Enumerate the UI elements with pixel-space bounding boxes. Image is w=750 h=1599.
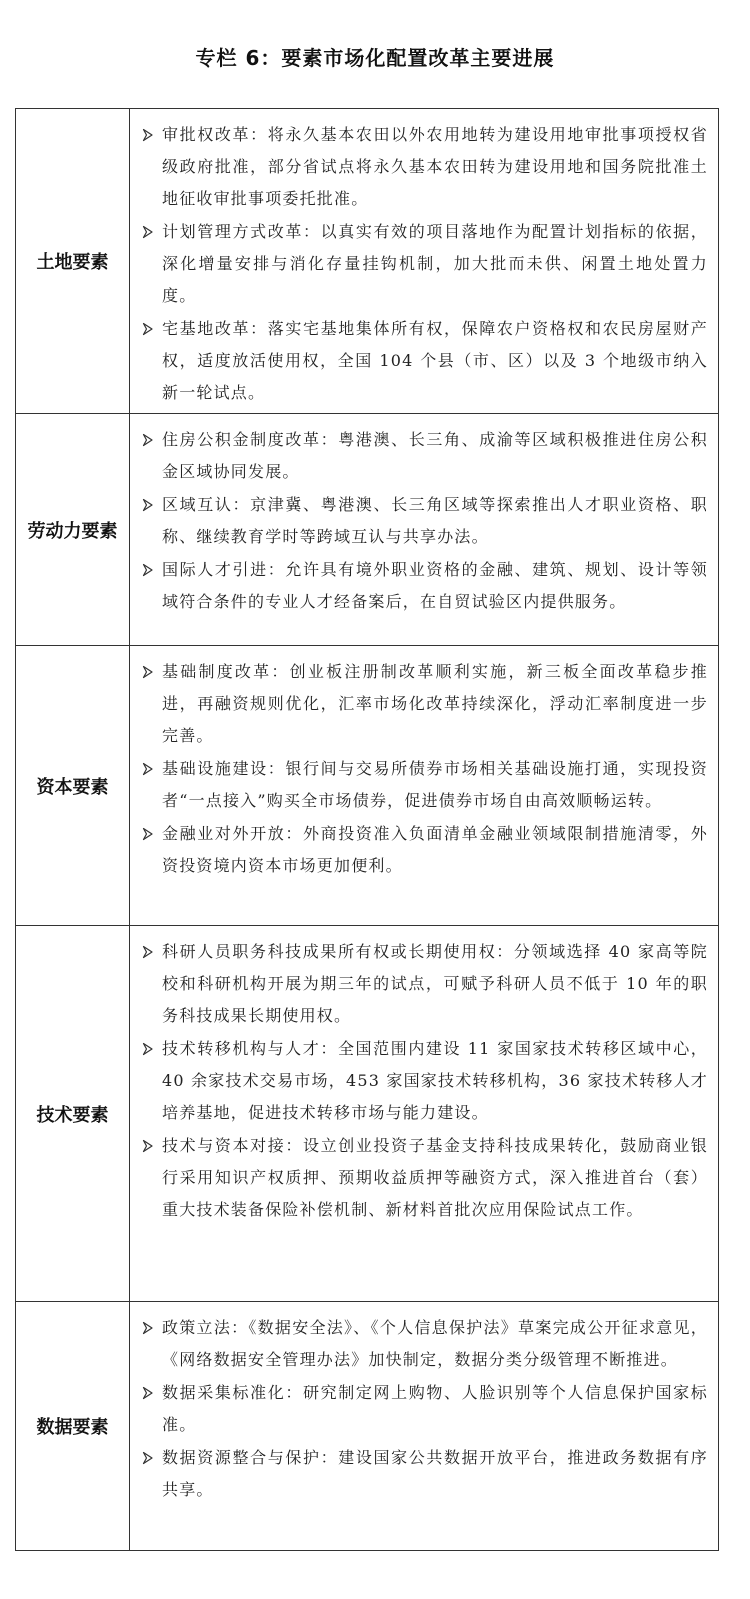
list-item — [142, 1130, 708, 1226]
hollow-arrow-right-icon — [142, 1033, 162, 1065]
list-item — [142, 818, 708, 882]
hollow-arrow-right-icon — [142, 554, 162, 586]
list-item-text: 数据采集标准化：研究制定网上购物、人脸识别等个人信息保护国家标准。 — [162, 1383, 708, 1434]
row-items — [130, 646, 718, 925]
hollow-arrow-right-icon — [142, 818, 162, 850]
hollow-arrow-right-icon — [142, 1130, 162, 1162]
list-item — [142, 1377, 708, 1441]
hollow-arrow-right-icon — [142, 216, 162, 248]
row-items — [130, 1302, 718, 1550]
row-category-label: 土地要素 — [16, 109, 130, 413]
list-item — [142, 1442, 708, 1506]
hollow-arrow-right-icon — [142, 313, 162, 345]
hollow-arrow-right-icon — [142, 753, 162, 785]
list-item-text: 技术转移机构与人才：全国范围内建设 11 家国家技术转移区域中心，40 余家技术交易市场，453 家国家技术转移机构，36 家技术转移人才培养基地，促进技术转移市场与能力建设。 — [162, 1039, 708, 1122]
row-category-label: 资本要素 — [16, 646, 130, 925]
list-item-text: 国际人才引进：允许具有境外职业资格的金融、建筑、规划、设计等领域符合条件的专业人才经备案后，在自贸试验区内提供服务。 — [162, 560, 708, 611]
table-row — [16, 414, 718, 646]
list-item — [142, 554, 708, 618]
list-item-text: 数据资源整合与保护：建设国家公共数据开放平台，推进政务数据有序共享。 — [162, 1448, 708, 1499]
hollow-arrow-right-icon — [142, 936, 162, 968]
list-item-text: 区域互认：京津冀、粤港澳、长三角区域等探索推出人才职业资格、职称、继续教育学时等跨域互认与共享办法。 — [162, 495, 708, 546]
hollow-arrow-right-icon — [142, 424, 162, 456]
list-item-text: 技术与资本对接：设立创业投资子基金支持科技成果转化，鼓励商业银行采用知识产权质押、预期收益质押等融资方式，深入推进首台（套）重大技术装备保险补偿机制、新材料首批次应用保险试点工作。 — [162, 1136, 708, 1219]
hollow-arrow-right-icon — [142, 1442, 162, 1474]
page-title: 专栏 6：要素市场化配置改革主要进展 — [195, 46, 555, 70]
hollow-arrow-right-icon — [142, 1377, 162, 1409]
list-item — [142, 119, 708, 215]
row-items — [130, 414, 718, 645]
table-row — [16, 109, 718, 414]
list-item — [142, 489, 708, 553]
table-row — [16, 1302, 718, 1550]
list-item-text: 科研人员职务科技成果所有权或长期使用权：分领域选择 40 家高等院校和科研机构开展为期三年的试点，可赋予科研人员不低于 10 年的职务科技成果长期使用权。 — [162, 942, 708, 1025]
table-row — [16, 926, 718, 1302]
table-row — [16, 646, 718, 926]
list-item-text: 住房公积金制度改革：粤港澳、长三角、成渝等区域积极推进住房公积金区域协同发展。 — [162, 430, 708, 481]
list-item-text: 金融业对外开放：外商投资准入负面清单金融业领域限制措施清零，外资投资境内资本市场更加便利。 — [162, 824, 708, 875]
row-category-label: 数据要素 — [16, 1302, 130, 1550]
hollow-arrow-right-icon — [142, 1312, 162, 1344]
list-item-text: 基础设施建设：银行间与交易所债券市场相关基础设施打通，实现投资者“一点接入”购买全市场债券，促进债券市场自由高效顺畅运转。 — [162, 759, 708, 810]
hollow-arrow-right-icon — [142, 119, 162, 151]
list-item-text: 基础制度改革：创业板注册制改革顺利实施，新三板全面改革稳步推进，再融资规则优化，汇率市场化改革持续深化，浮动汇率制度进一步完善。 — [162, 662, 708, 745]
list-item — [142, 313, 708, 409]
list-item-text: 审批权改革：将永久基本农田以外农用地转为建设用地审批事项授权省级政府批准，部分省试点将永久基本农田转为建设用地和国务院批准土地征收审批事项委托批准。 — [162, 125, 708, 208]
row-items — [130, 109, 718, 413]
list-item-text: 政策立法：《数据安全法》、《个人信息保护法》草案完成公开征求意见，《网络数据安全管理办法》加快制定，数据分类分级管理不断推进。 — [162, 1318, 708, 1369]
list-item-text: 宅基地改革：落实宅基地集体所有权，保障农户资格权和农民房屋财产权，适度放活使用权，全国 104 个县（市、区）以及 3 个地级市纳入新一轮试点。 — [162, 319, 708, 402]
hollow-arrow-right-icon — [142, 656, 162, 688]
hollow-arrow-right-icon — [142, 489, 162, 521]
progress-table — [15, 108, 719, 1551]
list-item-text: 计划管理方式改革：以真实有效的项目落地作为配置计划指标的依据，深化增量安排与消化存量挂钩机制，加大批而未供、闲置土地处置力度。 — [162, 222, 708, 305]
list-item — [142, 656, 708, 752]
list-item — [142, 216, 708, 312]
list-item — [142, 424, 708, 488]
list-item — [142, 753, 708, 817]
row-category-label: 技术要素 — [16, 926, 130, 1301]
list-item — [142, 1033, 708, 1129]
list-item — [142, 936, 708, 1032]
row-items — [130, 926, 718, 1301]
row-category-label: 劳动力要素 — [16, 414, 130, 645]
list-item — [142, 1312, 708, 1376]
